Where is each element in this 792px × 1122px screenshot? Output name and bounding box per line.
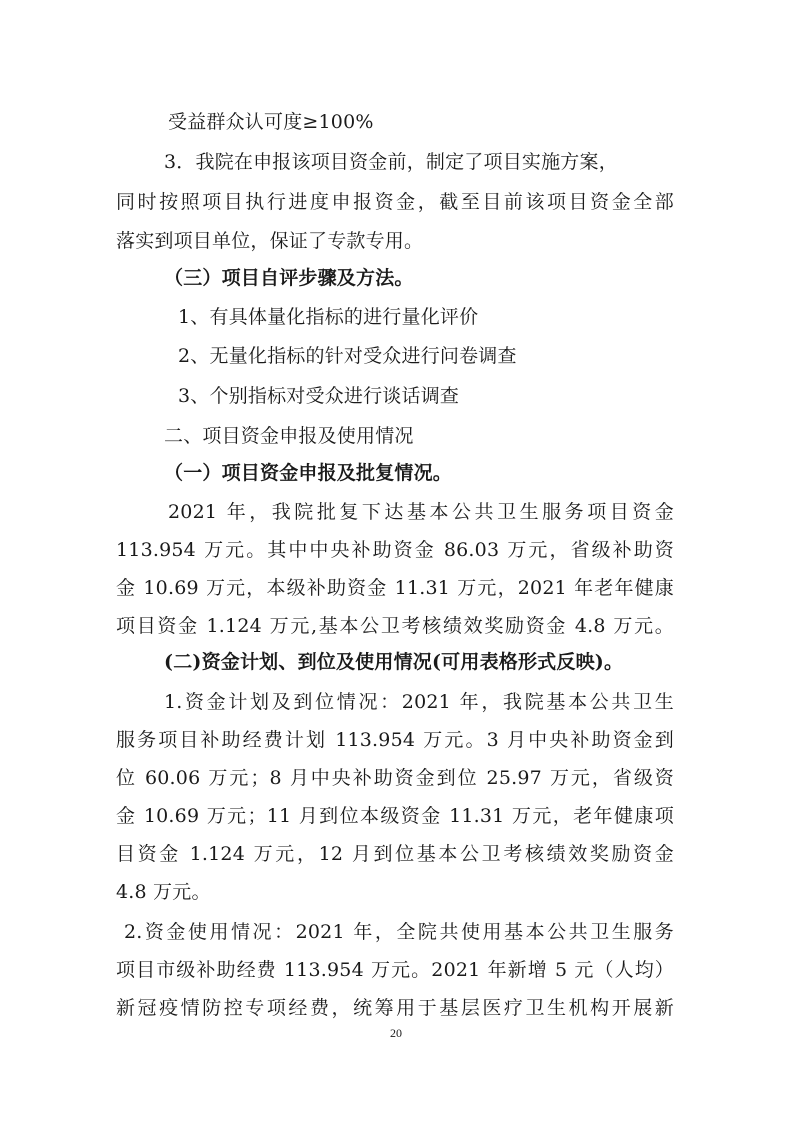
text-line-24: 新冠疫情防控专项经费，统筹用于基层医疗卫生机构开展新 — [116, 997, 674, 1019]
text-line-6: 1、有具体量化指标的进行量化评价 — [178, 306, 479, 328]
text-line-14: 项目资金 1.124 万元,基本公卫考核绩效奖励资金 4.8 万元。 — [116, 615, 674, 637]
text-line-22: 2.资金使用情况：2021 年，全院共使用基本公共卫生服务 — [124, 921, 674, 943]
text-line-1: 受益群众认可度≥100% — [168, 111, 374, 133]
text-line-16: 1.资金计划及到位情况：2021 年，我院基本公共卫生 — [164, 691, 674, 713]
text-line-18: 位 60.06 万元；8 月中央补助资金到位 25.97 万元，省级资 — [116, 767, 674, 789]
text-line-20: 目资金 1.124 万元，12 月到位基本公卫考核绩效奖励资金 — [116, 843, 674, 865]
text-line-17: 服务项目补助经费计划 113.954 万元。3 月中央补助资金到 — [116, 729, 674, 751]
text-line-3: 同时按照项目执行进度申报资金，截至目前该项目资金全部 — [116, 191, 674, 213]
text-line-4: 落实到项目单位，保证了专款专用。 — [116, 230, 424, 252]
subheading-fund-plan: (二)资金计划、到位及使用情况(可用表格形式反映)。 — [164, 651, 624, 673]
subheading-apply-approve: （一）项目资金申报及批复情况。 — [164, 462, 453, 484]
text-line-23: 项目市级补助经费 113.954 万元。2021 年新增 5 元（人均） — [116, 959, 674, 981]
text-line-13: 金 10.69 万元，本级补助资金 11.31 万元，2021 年老年健康 — [116, 577, 674, 599]
text-line-12: 113.954 万元。其中中央补助资金 86.03 万元，省级补助资 — [116, 539, 674, 561]
subheading-step-method: （三）项目自评步骤及方法。 — [164, 267, 414, 289]
text-line-2: 3．我院在申报该项目资金前，制定了项目实施方案， — [164, 151, 618, 173]
text-line-19: 金 10.69 万元；11 月到位本级资金 11.31 万元，老年健康项 — [116, 805, 674, 827]
text-line-7: 2、无量化指标的针对受众进行问卷调查 — [178, 345, 517, 367]
text-line-11: 2021 年，我院批复下达基本公共卫生服务项目资金 — [168, 501, 674, 523]
section-heading-2: 二、项目资金申报及使用情况 — [164, 425, 414, 447]
page-number: 20 — [390, 1026, 402, 1040]
text-line-21: 4.8 万元。 — [116, 881, 211, 903]
text-line-8: 3、个别指标对受众进行谈话调查 — [178, 385, 460, 407]
